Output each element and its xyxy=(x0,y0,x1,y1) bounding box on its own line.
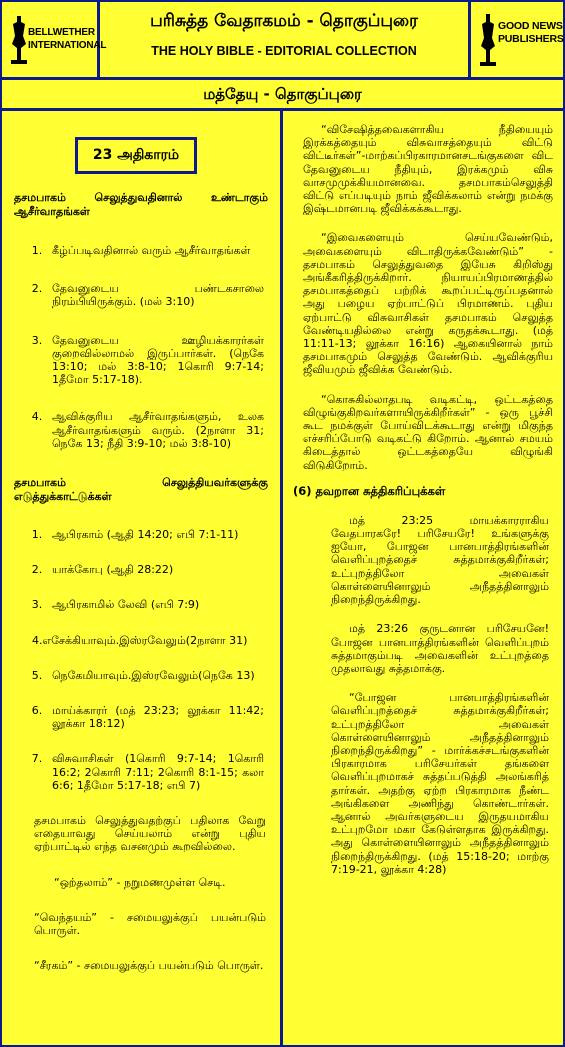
list-item: 5. நெகேமியாவும்.இஸ்ரவேலும்(நெகே 13) xyxy=(31,668,255,682)
paragraph: “போஜன பானபாத்திரங்களின் வெளிப்புறத்தைச் சுத்தமாக்குகிறீர்கள்; உட்புறத்திலோ அவைகள் கொள்ளையினாலும் அநீதத்தினாலும் நிறைந்திருக்கிறது” - மார்க்கச்சடங்குகளின் பிரகாரமாக பரிசேயர்கள் தங்களை வெளிப்புறமாகச் சுத்தப்படுத்தி அலங்கரித் தார்கள். அதற்கு ஏற்ற பிரகாரமாக நீண்ட அங்கிகளை அணிந்து கொண்டார்கள். ஆனால் அவர்களுடைய இருதயமாகிய உட்புறமோ மகா கேடுள்ளதாக இருக்கிறது. அது கொள்ளையினாலும் அநீதத்தினாலும் நிறைந்திருக்கிறது. (மத் 15:18-20; மாற்கு 7:19-21, லூக்கா 4:28) xyxy=(331,691,549,876)
list-item: 7. விசுவாசிகள் (1கொரி 9:7-14; 1கொரி 16:2; 2கொரி 7:11; 2கொரி 8:1-15; கலா 6:6; 1தீமோ 5:17-18; எபி 7) xyxy=(31,752,264,792)
logo-right-line2: PUBLISHERS xyxy=(498,33,564,45)
list-item: 4. ஆவிக்குரிய ஆசீர்வாதங்களும், உலக ஆசீர்வாதங்களும் வரும். (2நாளா 31; நெகே 13; நீதி 3:9-10; மல் 3:8-10) xyxy=(31,410,264,450)
list-item: 3. தேவனுடைய ஊழியக்காரர்கள் குறைவில்லாமல் இருப்பார்கள். (நெகே 13:10; மல் 3:8-10; 1கொரி 9:7-14; 1தீமோ 5:17-18). xyxy=(31,333,264,387)
bellwether-logo-icon xyxy=(8,14,30,66)
header xyxy=(2,2,563,80)
left-column xyxy=(2,111,283,1045)
good-news-logo-icon xyxy=(478,12,498,68)
section-heading-examples: தசமபாகம் செலுத்தியவர்களுக்கு எடுத்துக்காட்டுக்கள் xyxy=(14,476,268,504)
verse-quote: மத் 23:25 மாயக்காரராகிய வேதபாரகரே! பரிசேயரே! உங்களுக்கு ஐயோ, போஜன பானபாத்திரங்களின் வெளிப்புறத்தைச் சுத்தமாக்குகிறீர்கள்; உட்புறத்திலோ அவைகள் கொள்ளையினாலும் அநீதத்தினாலும் நிறைந்திருக்கிறது. xyxy=(331,513,549,607)
paragraph: “ஒற்தலாம்” - நறுமணமுள்ள செடி. xyxy=(54,875,226,889)
chapter-box: 23 அதிகாரம் xyxy=(75,137,197,174)
logo-left-line1: BELLWETHER xyxy=(28,27,95,38)
list-item: 4.எசேக்கியாவும்.இஸ்ரவேலும்(2நாளா 31) xyxy=(32,633,248,647)
section-heading-purification: (6) தவறான சுத்திகரிப்புக்கள் xyxy=(293,483,446,498)
header-title xyxy=(100,2,468,77)
list-item: 2. யாக்கோபு (ஆதி 28:22) xyxy=(31,563,174,577)
paragraph: “இவைகளையும் செய்யவேண்டும், அவைகளையும் விடாதிருக்கவேண்டும்” - தசமபாகம் செலுத்துவதை இயேசு கிறிஸ்து அங்கீகரித்திருக்கிறார். நியாயப்பிரமாணத்தில் தசமபாகத்தைப் பற்றிக் கூறப்பட்டிருப்பதனால் அது பழைய ஏற்பாட்டுப் பிரமாணம். புதிய ஏற்பாட்டு விசுவாசிகள் தசமபாகம் செலுத்த வேண்டியதில்லை என்று கருதக்கூடாது. (மத் 11:11-13; லூக்கா 16:16) ஆகையினால் நாம் தசமபாகமும் செலுத்த வேண்டும். ஆவிக்குரிய ஜீவியமும் ஜீவிக்க வேண்டும். xyxy=(303,231,553,377)
paragraph: “சீரகம்” - சமையலுக்குப் பயன்படும் பொருள். xyxy=(34,959,264,973)
bellwether-logo xyxy=(2,2,107,77)
logo-left-line2: INTERNATIONAL xyxy=(28,40,107,51)
right-column xyxy=(283,111,563,1045)
paragraph: “வெந்தயம்” - சமையலுக்குப் பயன்படும் பொருள். xyxy=(34,910,266,938)
good-news-logo xyxy=(468,2,563,77)
paragraph: தசமபாகம் செலுத்துவதற்குப் பதிலாக வேறு எதையாவது செய்யலாம் என்று புதிய ஏற்பாட்டில் எந்த வசனமும் கூறவில்லை. xyxy=(34,814,266,854)
section-title: மத்தேயு - தொகுப்புரை xyxy=(2,80,563,111)
logo-right-line1: GOOD NEWS xyxy=(498,20,563,32)
title-english: THE HOLY BIBLE - EDITORIAL COLLECTION xyxy=(151,44,417,58)
list-item: 3. ஆபிரகாமில் லேவி (எபி 7:9) xyxy=(31,598,200,612)
paragraph: “கொசுகில்லாதபடி வடிகட்டி, ஒட்டகத்தை விழுங்குகிறவர்களாயிருக்கிறீர்கள்” - ஒரு பூச்சி கூட நமக்குள் போய்விடக்கூடாது என்று மிகுந்த எச்சரிப்போடு வடிகட்டு கிறோம். ஆனால் சமயம் கிடைத்தால் ஒட்டகத்தையே விழுங்கி விடுகிறோம். xyxy=(303,392,553,472)
list-item: 1. கீழ்ப்படிவதினால் வரும் ஆசீர்வாதங்கள் xyxy=(31,244,251,257)
list-item: 2. தேவனுடைய பண்டகசாலை நிரம்பியிருக்கும். (மல் 3:10) xyxy=(31,282,264,309)
list-item: 6. மாய்க்காரர் (மத் 23:23; லூக்கா 11:42; லூக்கா 18:12) xyxy=(31,704,264,731)
list-item: 1. ஆபிரகாம் (ஆதி 14:20; எபி 7:1-11) xyxy=(31,528,239,542)
verse-quote: மத் 23:26 குருடனான பரிசேயனே! போஜன பானபாத்திரங்களின் வெளிப்புறம் சுத்தமாகும்படி அவைகளின் உட்புறத்தை முதலாவது சுத்தமாக்கு. xyxy=(331,622,549,675)
section-heading-blessings: தசமபாகம் செலுத்துவதினால் உண்டாகும் ஆசீர்வாதங்கள் xyxy=(14,191,268,218)
title-tamil: பரிசுத்த வேதாகமம் - தொகுப்புரை xyxy=(150,11,418,31)
paragraph: “விசேஷித்தவைகளாகிய நீதியையும் இரக்கத்தையும் விசுவாசத்தையும் விட்டு விட்டீர்கள்”-மாற்கப்பிரகாரமானசடங்குகளை விட தேவனுடைய நீதியும், இரக்கமும் விசு வாசமுமுக்கியமானவை. தசமபாகம்செலுத்தி விட்டு எப்படியும் நாம் ஜீவிக்கலாம் என்று நமக்கு இஷ்டமானபடி ஜீவிக்கக்கூடாது. xyxy=(303,123,553,216)
